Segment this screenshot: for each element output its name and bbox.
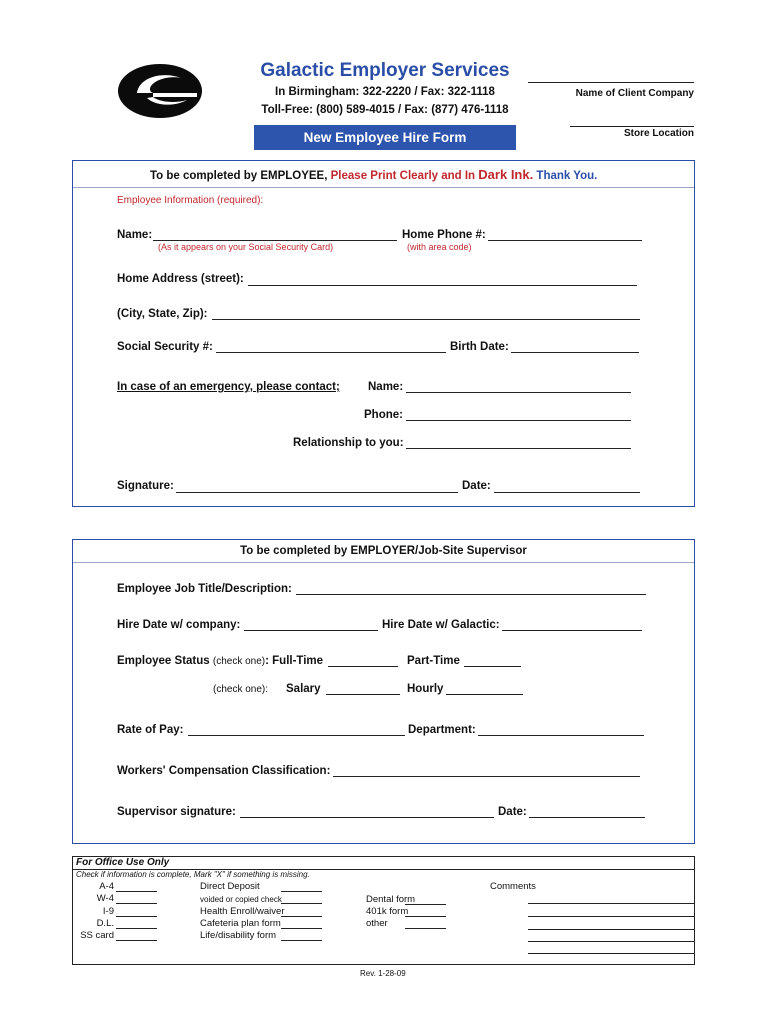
other-check[interactable] bbox=[405, 928, 446, 929]
signature-date-input[interactable] bbox=[494, 492, 640, 493]
comments-line-2[interactable] bbox=[528, 916, 694, 917]
salary-input[interactable] bbox=[326, 694, 400, 695]
health-enroll-label: Health Enroll/waiver bbox=[200, 906, 285, 917]
401k-form-check[interactable] bbox=[405, 916, 446, 917]
emergency-phone-input[interactable] bbox=[406, 420, 631, 421]
part-time-input[interactable] bbox=[464, 666, 521, 667]
signature-label: Signature: bbox=[117, 480, 174, 492]
instruction-thanks: Thank You. bbox=[536, 170, 598, 182]
supervisor-signature-label: Supervisor signature: bbox=[117, 806, 236, 818]
name-input[interactable] bbox=[153, 240, 397, 241]
city-label: (City, State, Zip): bbox=[117, 308, 208, 320]
comments-line-4[interactable] bbox=[528, 941, 694, 942]
employee-section-divider bbox=[73, 187, 694, 188]
office-use-title: For Office Use Only bbox=[76, 857, 170, 868]
name-label: Name: bbox=[117, 229, 153, 241]
doc-w4-label: W-4 bbox=[96, 893, 114, 904]
hourly-label: Hourly bbox=[407, 683, 444, 695]
full-time-label: : Full-Time bbox=[265, 655, 324, 667]
instruction-prefix: To be completed by EMPLOYEE, bbox=[150, 170, 328, 182]
comments-line-5[interactable] bbox=[528, 953, 694, 954]
birth-date-input[interactable] bbox=[511, 352, 639, 353]
home-phone-input[interactable] bbox=[488, 240, 642, 241]
supervisor-date-input[interactable] bbox=[529, 817, 645, 818]
doc-w4-check[interactable] bbox=[116, 903, 157, 904]
check-one-hint-2: (check one): bbox=[213, 684, 269, 695]
supervisor-date-label: Date: bbox=[498, 806, 527, 818]
revision-label: Rev. 1-28-09 bbox=[360, 969, 406, 978]
part-time-label: Part-Time bbox=[407, 655, 460, 667]
employee-section bbox=[72, 160, 695, 507]
doc-a4-label: A-4 bbox=[99, 881, 114, 892]
required-note: Employee Information (required): bbox=[117, 195, 264, 206]
emergency-label: In case of an emergency, please contact; bbox=[117, 381, 340, 393]
comments-label: Comments bbox=[490, 881, 536, 892]
hire-date-galactic-input[interactable] bbox=[502, 630, 642, 631]
department-label: Department: bbox=[408, 724, 476, 736]
comments-line-1[interactable] bbox=[528, 903, 694, 904]
doc-dl-label: D.L. bbox=[96, 918, 114, 929]
employer-section-title: To be completed by EMPLOYER/Job-Site Supervisor bbox=[240, 545, 527, 557]
store-location-input[interactable] bbox=[570, 126, 694, 127]
check-one-hint: (check one) bbox=[212, 656, 266, 667]
rate-of-pay-label: Rate of Pay: bbox=[117, 724, 184, 736]
doc-ss-card-label: SS card bbox=[80, 930, 114, 941]
direct-deposit-check[interactable] bbox=[281, 891, 322, 892]
name-hint: (As it appears on your Social Security Card) bbox=[158, 242, 334, 252]
hourly-input[interactable] bbox=[446, 694, 523, 695]
voided-check-label: voided or copied check bbox=[200, 895, 282, 904]
cafeteria-plan-check[interactable] bbox=[281, 928, 322, 929]
emergency-phone-label: Phone: bbox=[364, 409, 403, 421]
employee-instruction bbox=[150, 167, 597, 182]
client-company-input[interactable] bbox=[528, 82, 694, 83]
department-input[interactable] bbox=[478, 735, 644, 736]
signature-input[interactable] bbox=[176, 492, 458, 493]
hire-date-galactic-label: Hire Date w/ Galactic: bbox=[382, 619, 500, 631]
salary-label: Salary bbox=[286, 683, 321, 695]
birth-date-label: Birth Date: bbox=[450, 341, 509, 353]
other-label: other bbox=[366, 918, 388, 929]
voided-check-check[interactable] bbox=[281, 903, 322, 904]
ssn-label: Social Security #: bbox=[117, 341, 213, 353]
supervisor-signature-input[interactable] bbox=[240, 817, 494, 818]
401k-form-label: 401k form bbox=[366, 906, 409, 917]
ssn-input[interactable] bbox=[216, 352, 446, 353]
city-input[interactable] bbox=[212, 319, 640, 320]
rate-of-pay-input[interactable] bbox=[188, 735, 405, 736]
contact-toll-free: Toll-Free: (800) 589-4015 / Fax: (877) 476-1118 bbox=[261, 104, 509, 116]
workers-comp-label: Workers' Compensation Classification: bbox=[117, 765, 331, 777]
comments-line-3[interactable] bbox=[528, 929, 694, 930]
galactic-logo bbox=[117, 62, 203, 120]
home-phone-hint: (with area code) bbox=[407, 242, 472, 252]
doc-ss-card-check[interactable] bbox=[116, 940, 157, 941]
employer-section-divider bbox=[73, 562, 694, 563]
signature-date-label: Date: bbox=[462, 480, 491, 492]
company-name: Galactic Employer Services bbox=[260, 60, 510, 81]
life-disability-check[interactable] bbox=[281, 940, 322, 941]
dental-form-check[interactable] bbox=[405, 904, 446, 905]
dental-form-label: Dental form bbox=[366, 894, 416, 905]
address-label: Home Address (street): bbox=[117, 273, 244, 285]
doc-i9-label: I-9 bbox=[102, 906, 114, 917]
instruction-dark-ink: Dark Ink. bbox=[478, 167, 534, 182]
office-use-instruction: Check if information is complete, Mark "X" if something is missing. bbox=[76, 870, 310, 879]
employee-status-row bbox=[117, 655, 323, 667]
form-title: New Employee Hire Form bbox=[254, 125, 516, 150]
contact-birmingham: In Birmingham: 322-2220 / Fax: 322-1118 bbox=[275, 86, 495, 98]
full-time-input[interactable] bbox=[328, 666, 398, 667]
workers-comp-input[interactable] bbox=[333, 776, 640, 777]
doc-dl-check[interactable] bbox=[116, 928, 157, 929]
hire-date-company-label: Hire Date w/ company: bbox=[117, 619, 241, 631]
job-title-label: Employee Job Title/Description: bbox=[117, 583, 292, 595]
relationship-input[interactable] bbox=[406, 448, 631, 449]
doc-a4-check[interactable] bbox=[116, 891, 157, 892]
direct-deposit-label: Direct Deposit bbox=[200, 881, 260, 892]
client-company-label: Name of Client Company bbox=[575, 88, 694, 99]
emergency-name-input[interactable] bbox=[406, 392, 631, 393]
store-location-label: Store Location bbox=[623, 128, 694, 139]
instruction-red: Please Print Clearly and In bbox=[330, 170, 476, 182]
home-phone-label: Home Phone #: bbox=[402, 229, 486, 241]
hire-date-company-input[interactable] bbox=[244, 630, 378, 631]
doc-i9-check[interactable] bbox=[116, 916, 157, 917]
relationship-label: Relationship to you: bbox=[293, 437, 404, 449]
emergency-name-label: Name: bbox=[368, 381, 404, 393]
employee-status-label: Employee Status bbox=[117, 655, 210, 667]
health-enroll-check[interactable] bbox=[281, 916, 322, 917]
address-input[interactable] bbox=[248, 285, 637, 286]
life-disability-label: Life/disability form bbox=[200, 930, 277, 941]
cafeteria-plan-label: Cafeteria plan form bbox=[200, 918, 281, 929]
job-title-input[interactable] bbox=[296, 594, 646, 595]
